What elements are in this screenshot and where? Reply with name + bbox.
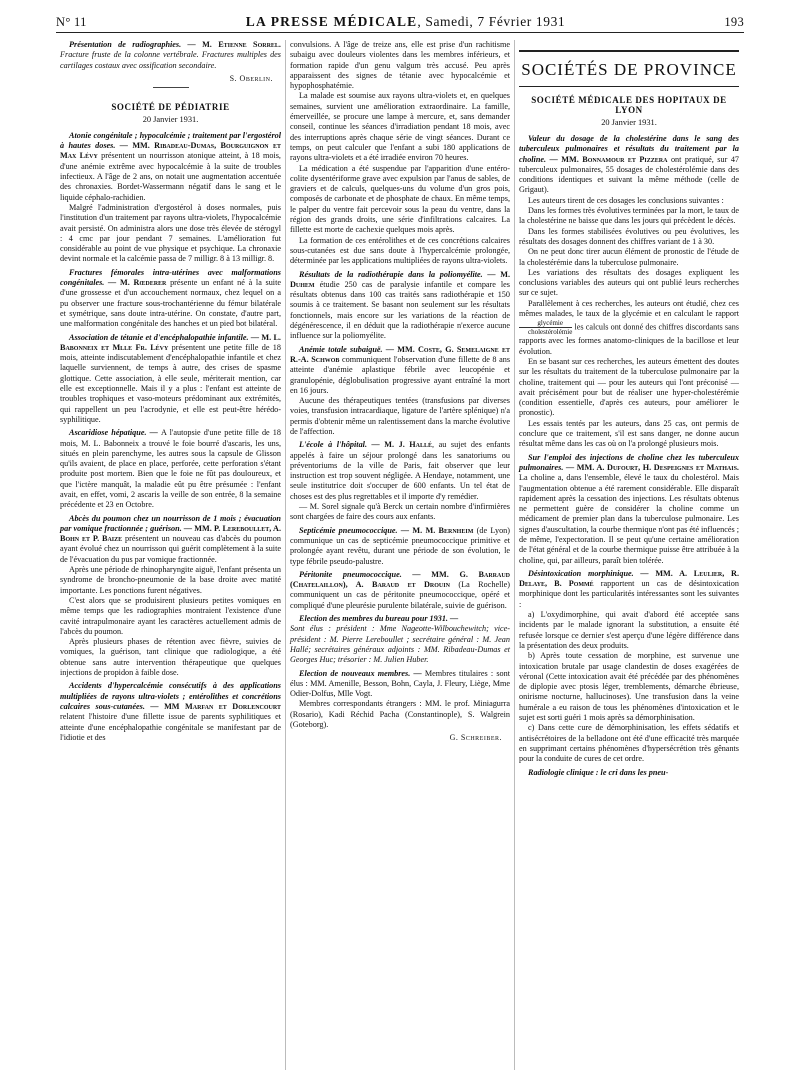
article-paragraph: Les auteurs tirent de ces dosages les conclusions suivantes : (528, 195, 724, 205)
article: Péritonite pneumococcique. — MM. G. Barraud (Chatelaillon), A. Baraud et Drouin (La Rochelle) communiquent un cas de péritonite pneumococcique, opéré et compliqué d'une pleurésie purulente bilatérale, suivie de guérison. (290, 569, 510, 610)
article-paragraph: La malade est soumise aux rayons ultra-violets et, en quelques semaines, survient une amélioration extraordinaire. La famille, émerveillée, se procure une lampe à mercure, et, sans demander conseil, continue les séances d'irradiation pendant 18 mois, avec des interruptions après chaque série de vingt séances. Durant ce temps, on peut calculer que l'enfant a subi 180 applications de rayons ultra-violets et a été irradiée environ 70 heures. (290, 91, 510, 163)
article-paragraph: a) L'oxydimorphine, qui avait d'abord été acceptée sans incidents par le malade ignorant la substitution, a ensuite été refusée lorsque ce dernier s'est aperçu d'une légère différence dans la présentation des deux produits. (519, 610, 739, 650)
article-paragraph: C'est alors que se produisirent plusieurs petites vomiques en même temps que les radiographies montraient l'existence d'une cavité intrapulmonaire ayant les caractères actuellement admis de l'abcès du poumon. (60, 595, 281, 636)
article-paragraph: La formation de ces entérolithes et de ces concrétions calcaires sous-cutanées est due sans doute à l'hypercalcémie prolongée, déterminée par les applications multipliées de rayons ultra-violets. (290, 235, 510, 266)
section-title: SOCIÉTÉ DE PÉDIATRIE (111, 101, 230, 112)
article-paragraph: Parallèlement à ces recherches, les auteurs ont étudié, chez ces mêmes malades, le taux de la glycémie et en calculant le rapport $\frac{\text{glycémie}}{\text{cholestérolémie}}$ les calculs ont donné des chiffres discordants sans rapports avec les formes anatomo-cliniques de la bacillose et leur évolution. (519, 298, 739, 356)
article: Association de tétanie et d'encéphalopathie infantile. — M. L. Babonneix et Mlle Fr. Lévy présentent une petite fille de 18 mois, atteinte indiscutablement d'encéphalopathie infantile et chez laquelle surviennent, de temps à autre, des crises de spasme glottique. Cette association, à elle seule, mériterait mention, car elle est exceptionnelle. Mais il y a plus : l'enfant est atteinte de troubles trophiques et vaso-moteurs prédominant aux extrémités, qui rappellent un peu l'acrodynie, et elle est peut-être hérédo-syphilitique. (60, 332, 281, 424)
article-paragraph: Dans les formes très évolutives terminées par la mort, le taux de la cholestérine ne baisse que dans les jours qui précèdent le décès. (519, 206, 739, 226)
article-paragraph: Les essais tentés par les auteurs, dans 25 cas, ont permis de conclure que ce traitement, s'il est sans danger, ne donne aucun résultat même dans les cas où on l'a prolongé plusieurs mois. (519, 418, 739, 449)
article-paragraph: Dans les formes stabilisées évolutives ou peu évolutives, les résultats des dosages donnent des chiffres variant de 1 à 30. (519, 226, 739, 246)
article: Election de nouveaux membres. — Membres titulaires : sont élus : MM. Amenille, Besson, Bohn, Cayla, J. Fleury, Liège, Mme Odier-Dolfus, Mlle Vogt. (290, 668, 511, 699)
issue-number: N° 11 (56, 15, 87, 29)
article-paragraph: Membres correspondants étrangers : MM. le prof. Miniagurra (Rosario), Kadi Réchid Pacha (Constantinople), S. Walgrein (Goteborg). (290, 699, 510, 729)
article-paragraph: b) Après toute cessation de morphine, est survenue une intoxication brutale par usage clandestin de doses exagérées de véronal (Cette intoxication avait été précédée par des phénomènes de diplopie avec ptosis léger, tremblements, démarche ébrieuse, onirisme nocturne, hallucinoses). Une transfusion dans la veine humérale a eu raison de tous les phénomènes d'intoxication et le sujet est sorti guéri 1 mois après sa démorphinisation. (519, 651, 739, 723)
section-date: 20 Janvier 1931. (601, 118, 657, 127)
article-paragraph: convulsions. A l'âge de treize ans, elle est prise d'un rachitisme subaigu avec douleurs violentes dans les membres inférieurs, et formation rapide d'un genu valgum très accusé. Peu après apparaissent des signes de tétanie avec hypocalcémie et hypophosphatémie. (290, 40, 510, 91)
page-number: 193 (724, 15, 744, 29)
article: L'école à l'hôpital. — M. J. Hallé, au sujet des enfants appelés à faire un séjour prolongé dans les sanatoriums ou préventoriums de la ville de Paris, fait observer que leur instruction est trop souvent négligée. A Hendaye, notamment, une seule institutrice doit s'occuper de 600 enfants. Un tel état de choses est des plus regrettables et il importe d'y remédier. (290, 440, 511, 501)
signature: G. Schreiber. (449, 733, 502, 743)
article-paragraph: On ne peut donc tirer aucun élément de pronostic de l'étude de la cholestérémie dans la tuberculose pulmonaire. (519, 247, 739, 267)
article: Anémie totale subaiguë. — MM. Coste, G. Semelaigne et R.-A. Schwob communiquent l'observation d'une fillette de 8 ans atteinte d'anémie aplastique fébrile avec leucopénie et granulopénie, déglobulisation progressive ayant entraîné la mort en 16 jours. (290, 344, 511, 395)
section-title: SOCIÉTÉ MÉDICALE DES HOPITAUX DE LYON (531, 95, 727, 115)
article: Accidents d'hypercalcémie consécutifs à des applications multipliées de rayons ultra-violets ; entérolithes et concrétions calcaires sous-cutanées. — MM Marfan et Dorlencourt relatent l'histoire d'une fillette issue de parents syphilitiques et atteinte d'une encéphalopathie congénitale se manifestant par de l'idiotie et des (60, 681, 282, 742)
column-1 (56, 40, 285, 1070)
columns (56, 40, 744, 1070)
page-header (56, 14, 744, 33)
newspaper-page (56, 14, 744, 1074)
article: Atonie congénitale ; hypocalcémie ; traitement par l'ergostérol à hautes doses. — MM. Ribadeau-Dumas, Bourguignon et Max Lévy présentent un nourrisson atonique atteint, à 18 mois, d'une anémie extrême avec hypocalcémie à la suite de troubles infectieux. A l'âge de 2 ans, on notait une augmentation accentuée des chronaxies. Bordet-Wassermann négatif dans le sang et le liquide céphalo-rachidien. (60, 130, 281, 202)
article-paragraph: Après une période de rhinopharyngite aiguë, l'enfant présenta un syndrome de broncho-pneumonie de la base droite avec matité importante. Les ponctions furent négatives. (60, 565, 281, 595)
ratio-fraction: $\frac{\text{glycémie}}{\text{cholestérolémie}}$ (519, 319, 572, 336)
article: Fractures fémorales intra-utérines avec malformations congénitales. — M. Rœderer présente un enfant né à la suite d'une grossesse et d'un accouchement normaux, chez lequel on a pu observer une fracture sous-trochantérienne du fémur bilatérale et symétrique, sans doute intra-utérine. On constate, d'autre part, une malformation congénitale des hanches et un pied bot bilatéral. (60, 267, 281, 329)
article-intro: Présentation de radiographies. — M. Etienne Sorrel. Fracture fruste de la colonne vertébrale. Fractures multiples des cartilages costaux avec ossification secondaire. (60, 40, 281, 70)
journal-title (246, 14, 566, 30)
section-date: 20 Janvier 1931. (142, 114, 199, 124)
article: Résultats de la radiothérapie dans la poliomyélite. — M. Duhem étudie 250 cas de paralysie infantile et compare les résultats obtenus dans 100 cas traités sans radiothérapie et 150 soumis à ce traitement. Se basant non seulement sur les résultats fonctionnels, mais encore sur les variations de la réaction de dégénérescence, il en déduit que la radiothérapie n'exerce aucune influence sur la poliomyélite. (290, 269, 510, 341)
article-paragraph: Sont élus : président : Mme Nageotte-Wilbouchewitch; vice-président : M. Pierre Lereboullet ; secrétaire général : M. Jean Hallé; secrétaires généraux adjoints : MM. Ribadeau-Dumas et Georges Huc; trésorier : M. Julien Huber. (290, 624, 510, 665)
article-paragraph: La médication a été suspendue par l'apparition d'une entéro-colite dysentériforme grave avec expulsion par l'anus de sables, de graviers et de calculs, quelques-uns du volume d'un gros pois, composés de carbonate et de phosphate de chaux. En même temps, le palper du ventre fait percevoir sous la peau du ventre, dans la région des grands droits, une série d'infiltrations calcaires. La fillette est morte de cachexie quelques mois après. (290, 163, 510, 235)
column-2 (285, 40, 514, 1070)
issue-date: , Samedi, 7 Février 1931 (417, 14, 566, 29)
article: Valeur du dosage de la cholestérine dans le sang des tuberculeux pulmonaires et résultats du traitement par la choline. — MM. Bonnamour et Pizzera ont pratiqué, sur 47 tuberculeux pulmonaires, 55 dosages de cholestérolémie dans des conditions identiques et suivant la même méthode (celle de Grigaut). (519, 134, 740, 195)
article: Sur l'emploi des injections de choline chez les tuberculeux pulmonaires. — MM. A. Dufourt, H. Despeignes et Mathais. La choline a, dans l'ensemble, élevé le taux du cholestérol. Mais l'augmentation obtenue a été rarement considérable. Elle disparaît rapidement après la cessation des injections. Les résultats obtenus ne permettent guère de considérer la choline comme un médicament de premier plan dans la tuberculose pulmonaire. Les signes d'auscultation, la courbe thermique n'ont pas été influencés ; de même, l'expectoration. Il se peut qu'une certaine amélioration de l'état général et de la courbe thermique puisse être attribuée à la choline, qui, par ailleurs, paraît bien tolérée. (519, 452, 739, 565)
article-paragraph: c) Dans cette cure de démorphinisation, les effets sédatifs et antisécrétoires de la belladone ont été d'une efficacité très marquée en supprimant certains phénomènes d'hypersécrétion très gênants pour la conduite de cures de cet ordre. (519, 723, 739, 764)
section-banner: SOCIÉTÉS DE PROVINCE (519, 50, 739, 87)
article-paragraph: Les variations des résultats des dosages expliquent les conclusions variables des auteurs qui ont publié leurs recherches sur ce sujet. (519, 267, 739, 298)
article-paragraph: Malgré l'administration d'ergostérol à doses normales, puis l'institution d'un traitement par rayons ultra-violets, l'hypocalcémie avait persisté. On administra alors une dose très élevée de stérogyl : 4 cmc par jour pendant 7 semaines. L'amélioration fut considérable au point de vue physique et psychique. La chronaxie devint normale et la calcémie passa de 7 milligr. 8 à 13 milligr. 8. (60, 202, 281, 264)
article: Election des membres du bureau pour 1931. — (299, 614, 459, 624)
article: Radiologie clinique : le cri dans les pneu- (528, 767, 669, 777)
article: Désintoxication morphinique. — MM. A. Leulier, R. Delaye, B. Pommé rapportent un cas de désintoxication morphinique dont les particularités intéressantes sont les suivantes : (519, 568, 739, 609)
signature: S. Oberlin. (229, 73, 273, 83)
article: Abcès du poumon chez un nourrisson de 1 mois ; évacuation par vomique fractionnée ; guérison. — MM. P. Lereboullet, A. Bohn et P. Baize présentent un nouveau cas d'abcès du poumon ayant évolué chez un nourrisson qui guérit complètement à la suite de l'évacuation du pus par vomique fractionnée. (60, 513, 281, 564)
journal-name: LA PRESSE MÉDICALE (245, 14, 418, 29)
article-paragraph: En se basant sur ces recherches, les auteurs émettent des doutes sur les résultats du traitement de la tuberculose pulmonaire par la choline, traitement qui — pour les auteurs qui l'ont préconisé — avait précisément pour but de réaliser une hyper-cholestérémie (condition essentielle, d'après ces auteurs, pour améliorer le pronostic). (519, 356, 739, 418)
column-3 (514, 40, 743, 1070)
article: Ascaridiose hépatique. — A l'autopsie d'une petite fille de 18 mois, M. L. Babonneix a trouvé le foie bourré d'ascaris, les uns, situés en plein parenchyme, les autres sous la capsule de Glisson qu'ils avaient, de place en place, perforée, cette perforation s'étant produite post mortem. Bien que le foie ne fût pas douloureux, et que l'ictère manquât, la maladie eût pu être présumée : l'enfant avait, en effet, vomi, 2 ascaris la veille de son entrée, 8 la semaine précédente et 23 en Octobre. (60, 428, 281, 510)
article-paragraph: Après plusieurs phases de rétention avec fièvre, suivies de vomiques, la guérison, tant clinique que radiologique, a été obtenue sans autre intervention thérapeutique que quelques injections de propidon à faible dose. (60, 637, 281, 678)
article-paragraph: Aucune des thérapeutiques tentées (transfusions par diverses voies, transfusion intracardiaque, ligature de l'artère splénique) n'a permis d'obtenir même un ralentissement dans la marche évolutive de l'affection. (290, 396, 510, 436)
divider (153, 87, 189, 88)
article: Septicémie pneumococcique. — M. M. Bernheim (de Lyon) communique un cas de septicémie pneumococcique primitive et prolongée ayant revêtu, durant une période de son évolution, le type fébrile pseudo-palustre. (290, 525, 510, 566)
article-paragraph: — M. Sorel signale qu'à Berck un certain nombre d'infirmières sont chargées de faire des cours aux enfants. (290, 502, 510, 522)
